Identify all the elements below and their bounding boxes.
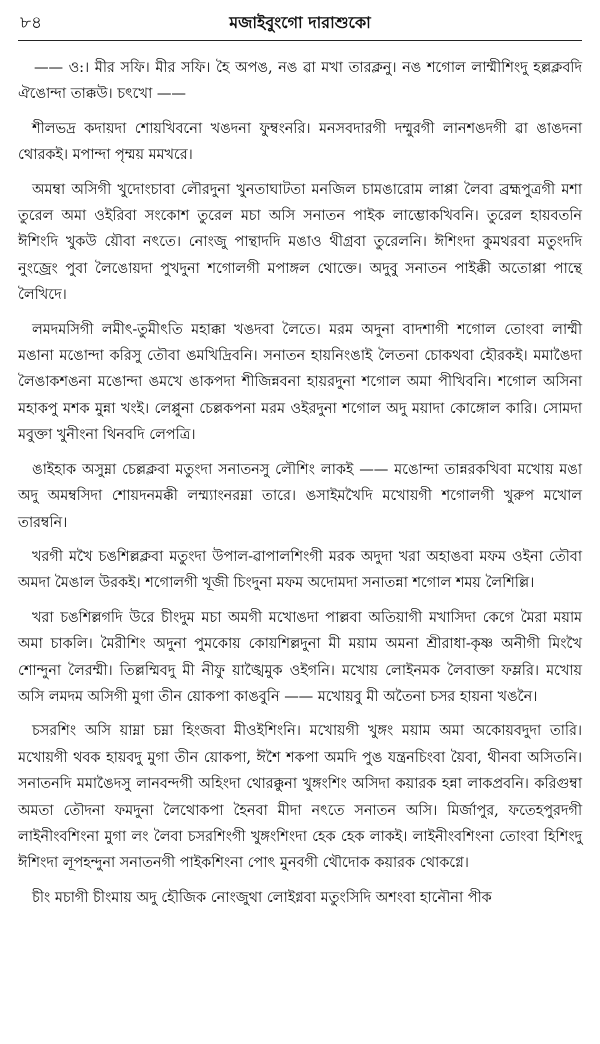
paragraph-5: ঙাইহাক অসুম্না চেল্লক্লবা মতুংদা সনাতনসু লৌশিং লাকই —— মঙোন্দা তান্নরকখিবা মখোয় মঙা অদু অমম্বসিদা শোয়দনমক্কী লম্ম্যাংনরম্না তারে। ঙসাইমখৈদি মখোয়গী শগোলগী খুরুপ মখোল তারম্বনি। (18, 460, 582, 531)
paragraph-4: লমদমসিগী লমীৎ-তুমীৎতি মহাক্কা খঙদবা লৈতে। মরম অদুনা বাদশাগী শগোল তোংবা লাম্মী মঙানা মঙোন্দা করিসু তৌবা ঙমখিদ্রিবনি। সনাতন হায়নিংঙাই লৈতনা চোকথবা হৌরকই। মমাঙৈদা লৈঙাকশঙনা মঙোন্দা ঙমখে ঙাকপদা শীজিন্নবনা হায়রদুনা শগোল অমা পীখিবনি। শগোল অসিনা মহাকপু মশক মুন্না খংই। লেপ্পুনা চেল্লকপনা মরম ওইরদুনা শগোল অদু ময়াদা কোঙ্গোল কারি। সোমদা মবুক্তা খুনীংনা থিনবদি লেপত্রি। (18, 320, 582, 444)
body-text (18, 55, 582, 911)
running-title: মজাইবুংগো দারাশুকো (229, 13, 371, 32)
paragraph-3: অমম্বা অসিগী খুদোংচাবা লৌরদুনা খুনতাঘাটতা মনজিল চামঙারোম লাপ্পা লৈবা ব্রহ্মপুত্রগী মশা তুরেল অমা ওইরিবা সংকোশ তুরেল মচা অসি সনাতন পাইক লাম্ভোকখিবনি। তুরেল হায়বতনি ঈশিংদি খুকউ য়ৌবা নৎতে। নোংজু পান্থাদদি মঙাও থীগ্রবা তুরেলনি। ঈশিংদা কুমথরবা মতুংদদি নুংজ্রেং পুবা লৈঙোয়দা পুখদুনা শগোলগী মপাঙ্গল থোক্তে। অদুবু সনাতন পাইক্কী অতোপ্পা পান্থে লৈখিদে। (18, 180, 582, 304)
paragraph-9: চীং মচাগী চীংমায় অদু হৌজিক নোংজুথা লোইগ্নবা মতুংসিদি অশংবা হানৌনা পীক (32, 888, 492, 906)
paragraph-6: খরগী মখৈ চঙশিল্লক্লবা মতুংদা উপাল-ৱাপালশিংগী মরক অদুদা খরা অহাঙবা মফম ওইনা তৌবা অমদা মৈঙাল উরকই। শগোলগী খূজী চিংদুনা মফম অদোমদা সনাতন্না শগোল শময় লৈশিল্লি। (18, 547, 582, 592)
paragraph-1: —— ও:। মীর সফি। মীর সফি। হৈ অপঙ, নঙ ৱা মখা তারক্লনু। নঙ শগোল লাম্মীশিংদু হল্লক্লবদি ঐঙোন্দা তাক্কউ। চৎখো —— (18, 59, 582, 103)
paragraph-2: শীলভদ্র কদায়দা শোয়খিবনো খঙদনা ফুম্বংনরি। মনসবদারগী দম্মুরগী লানশঙদগী ৱা ঙাঙদনা থোরকই। মপান্দা পৃম্ময় মমখরে। (18, 119, 582, 164)
paragraph-7: খরা চঙশিল্লগদি উরে চীংদুম মচা অমগী মখোঙদা পাল্লবা অতিয়াগী মখাসিদা কেগে মৈরা ময়াম অমা চাকলি। মৈরীশিং অদুনা পুমকোয় কোয়শিল্লদুনা মী ময়াম অমনা শ্রীরাধা-কৃষ্ণ অনীগী মিংখৈ শোন্দুনা লৈরম্মী। তিল্লম্মিবদু মী নীফু য়াঙ্খৈমুক ওইগনি। মখোয় লোইনমক লৈবাক্তা ফম্লরি। মখোয় অসি লমদম অসিগী মুগা তীন য়োকপা কাঙবুনি —— মখোয়বু মী অতৈনা চসর হায়না খঙনৈ। (18, 608, 582, 705)
page-number: ৮৪ (20, 13, 43, 33)
page-header (18, 10, 582, 41)
paragraph-8: চসরশিং অসি য়াম্না চম্না হিংজবা মীওইশিংনি। মখোয়গী খুঙ্গং ময়াম অমা অকোয়বদুদা তারি। মখোয়গী থবক হায়বদু মুগা তীন য়োকপা, ঈশৈ শকপা অমদি পুঙ যন্ত্রনচিংবা য়ৈবা, থীনবা অসিতনি। সনাতনদি মমাঙৈদসু লানবন্দগী অহিংদা থোরক্কুনা খুঙ্গংশিং অসিদা কয়ারক হন্না লাকপ্রবনি। করিগুম্বা অমতা তৌদনা ফমদুনা লৈথোকপা হৈনবা মীদা নৎতে সনাতন অসি। মির্জাপুর, ফতেহপুরদগী লাইনীংবশিংনা মুগা লং লৈবা চসরশিংগী খুঙ্গংশিংদা হেক হেক লাকই। লাইনীংবশিংনা তোংবা হিশিংদু ঈশিংদা লূপহন্দুনা সনাতনগী পাইকশিংনা পোৎ মুনবগী থৌদোক কয়ারক থোকগ্নে। (18, 722, 582, 872)
